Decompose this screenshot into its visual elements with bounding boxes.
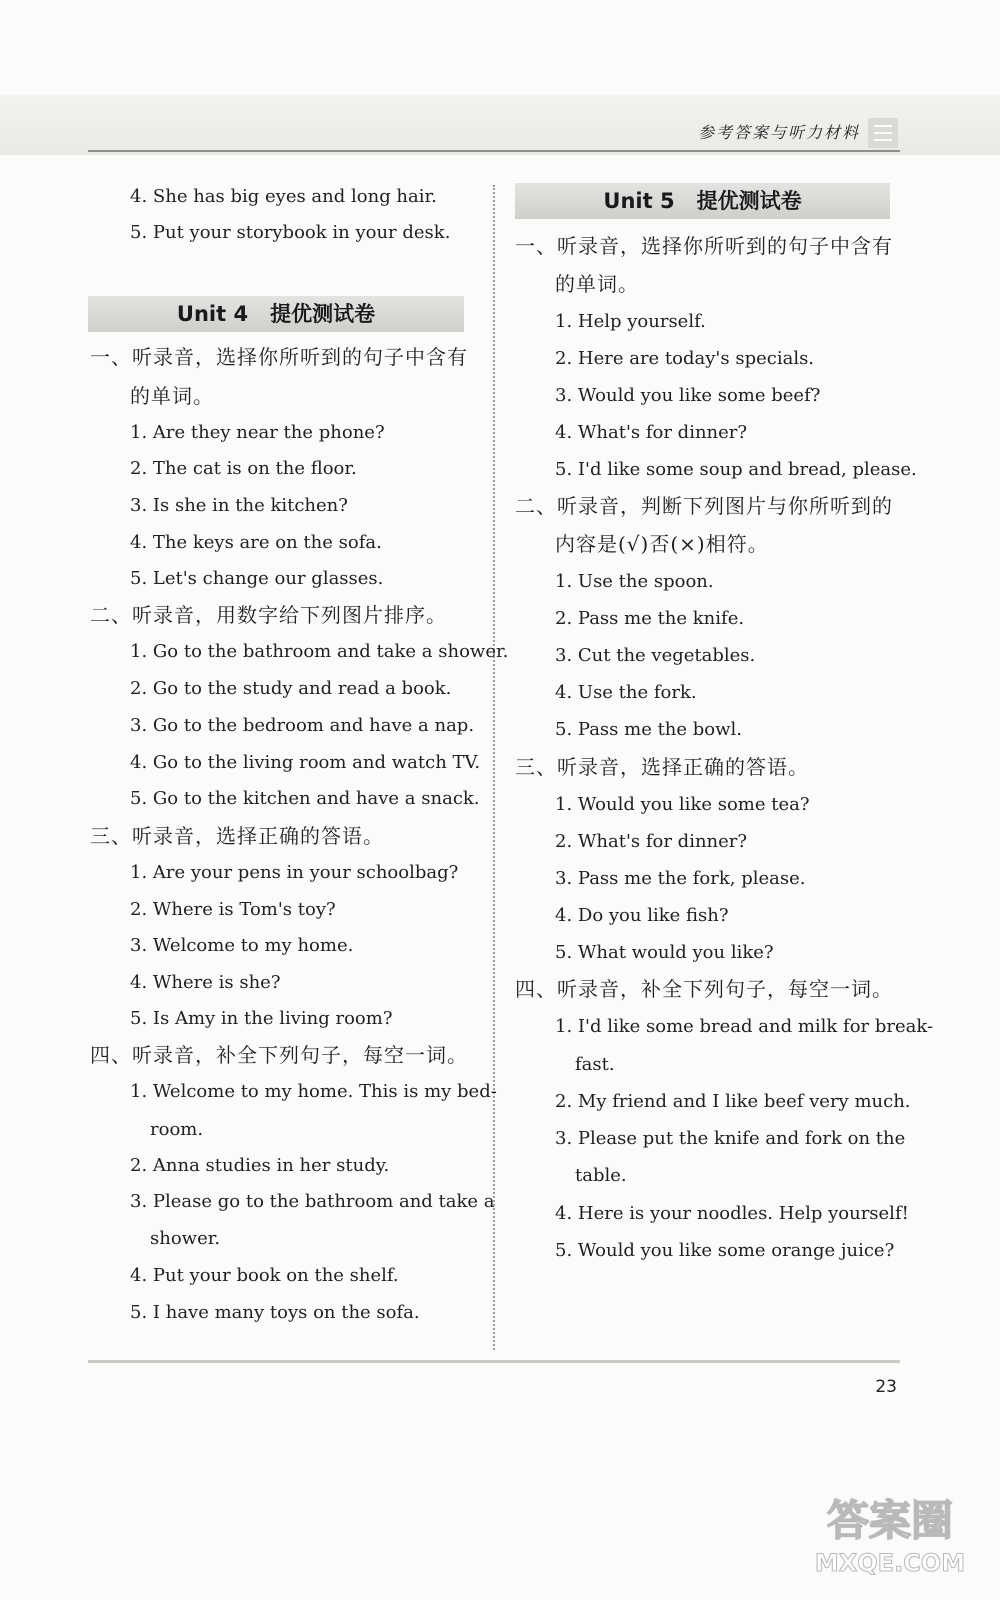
list-item: 4. Do you like fish? [555, 905, 729, 926]
list-item-continuation: shower. [150, 1228, 221, 1249]
column-divider [493, 185, 495, 1350]
list-item: 5. What would you like? [555, 942, 774, 963]
list-item: 3. Pass me the fork, please. [555, 868, 806, 889]
list-item-continuation: room. [150, 1119, 204, 1140]
list-item: 2. Go to the study and read a book. [130, 678, 452, 699]
list-item: 3. Cut the vegetables. [555, 645, 756, 666]
list-item-continuation: table. [575, 1165, 627, 1186]
list-item: 5. Let's change our glasses. [130, 568, 384, 589]
footer-rule [88, 1360, 900, 1363]
section-heading: 三、听录音，选择正确的答语。 [515, 755, 809, 779]
list-item: 5. Pass me the bowl. [555, 719, 743, 740]
header-title: 参考答案与听力材料 [697, 123, 860, 142]
watermark-text-bottom: MXQE.COM [814, 1549, 966, 1577]
banner-title: 提优测试卷 [696, 189, 802, 213]
section-heading: 四、听录音，补全下列句子，每空一词。 [515, 977, 893, 1001]
list-item: 3. Please put the knife and fork on the [555, 1128, 906, 1149]
list-item: 2. Anna studies in her study. [130, 1155, 390, 1176]
list-item: 1. Use the spoon. [555, 571, 714, 592]
list-item: 1. Help yourself. [555, 311, 706, 332]
list-item: 4. Here is your noodles. Help yourself! [555, 1203, 909, 1224]
list-item: 2. My friend and I like beef very much. [555, 1091, 911, 1112]
list-item: 5. I'd like some soup and bread, please. [555, 459, 917, 480]
section-heading: 四、听录音，补全下列句子，每空一词。 [90, 1043, 468, 1067]
list-item: 5. Is Amy in the living room? [130, 1008, 393, 1029]
list-item: 1. Go to the bathroom and take a shower. [130, 641, 509, 662]
section-heading: 二、听录音，判断下列图片与你所听到的 [515, 494, 893, 518]
list-item: 3. Go to the bedroom and have a nap. [130, 715, 475, 736]
list-item: 2. What's for dinner? [555, 831, 748, 852]
list-item: 2. Pass me the knife. [555, 608, 745, 629]
list-item: 1. I'd like some bread and milk for break- [555, 1016, 934, 1037]
list-item: 4. What's for dinner? [555, 422, 748, 443]
list-item: 3. Would you like some beef? [555, 385, 821, 406]
banner-unit: Unit 5 [603, 189, 675, 213]
watermark-logo [800, 1483, 980, 1583]
section-heading: 的单词。 [130, 384, 214, 408]
list-item: 4. She has big eyes and long hair. [130, 186, 437, 207]
list-item: 3. Is she in the kitchen? [130, 495, 348, 516]
section-heading: 二、听录音，用数字给下列图片排序。 [90, 603, 447, 627]
list-item: 4. The keys are on the sofa. [130, 532, 382, 553]
list-item: 1. Welcome to my home. This is my bed- [130, 1081, 497, 1102]
list-item: 4. Put your book on the shelf. [130, 1265, 399, 1286]
list-item: 3. Welcome to my home. [130, 935, 354, 956]
banner-title: 提优测试卷 [270, 302, 376, 326]
section-heading: 一、听录音，选择你所听到的句子中含有 [90, 345, 468, 369]
section-heading: 内容是(√)否(×)相符。 [555, 532, 769, 556]
unit4-banner [88, 296, 464, 332]
list-item: 4. Where is she? [130, 972, 281, 993]
list-item: 4. Use the fork. [555, 682, 697, 703]
list-item: 2. Where is Tom's toy? [130, 899, 336, 920]
list-item: 5. Go to the kitchen and have a snack. [130, 788, 480, 809]
list-item: 2. Here are today's specials. [555, 348, 815, 369]
list-item: 1. Are they near the phone? [130, 422, 385, 443]
list-item: 4. Go to the living room and watch TV. [130, 752, 481, 773]
header-rule [88, 150, 900, 152]
unit5-banner [515, 183, 890, 219]
section-heading: 一、听录音，选择你所听到的句子中含有 [515, 234, 893, 258]
list-item: 2. The cat is on the floor. [130, 458, 357, 479]
list-item: 5. I have many toys on the sofa. [130, 1302, 420, 1323]
list-item: 5. Would you like some orange juice? [555, 1240, 895, 1261]
section-heading: 的单词。 [555, 272, 639, 296]
page-number: 23 [875, 1377, 897, 1397]
watermark-text-top: 答案圈 [826, 1496, 954, 1545]
menu-lines-icon [868, 118, 898, 148]
list-item: 1. Are your pens in your schoolbag? [130, 862, 459, 883]
list-item: 1. Would you like some tea? [555, 794, 810, 815]
banner-unit: Unit 4 [176, 302, 249, 326]
list-item: 3. Please go to the bathroom and take a [130, 1191, 495, 1212]
list-item: 5. Put your storybook in your desk. [130, 222, 451, 243]
section-heading: 三、听录音，选择正确的答语。 [90, 824, 384, 848]
list-item-continuation: fast. [575, 1054, 615, 1075]
